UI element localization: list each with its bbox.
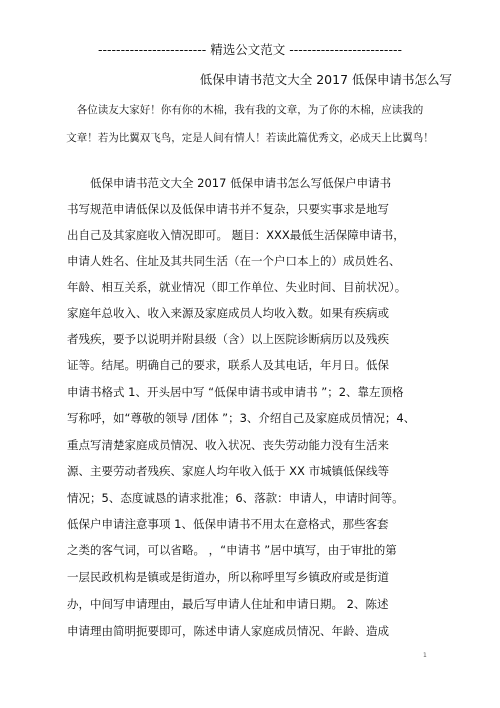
greeting-line: 各位读友大家好！你有你的木棉，我有我的文章，为了你的木棉，应读我的 [76,104,424,116]
body-line: 一层民政机构是镇或是街道办，所以称呼里写乡镇政府或是街道 [67,570,389,584]
body-line: 之类的客气词，可以省略。 ，“申请书 ”居中填写，由于审批的第 [67,543,397,557]
body-line: 者残疾，要予以说明并附县级（含）以上医院诊断病历以及残疾 [67,332,389,346]
document-title: 低保申请书范文大全 2017 低保申请书怎么写 [199,72,452,87]
body-line: 写称呼，如“尊敬的领导 /团体 ”；3、介绍自己及家庭成员情况；4、 [67,411,416,425]
body-line: 低保申请书范文大全 2017 低保申请书怎么写低保户申请书 [67,176,392,190]
body-line: 源、主要劳动者残疾、家庭人均年收入低于 XX 市城镇低保线等 [67,464,390,478]
greeting-line: 文章！若为比翼双飞鸟，定是人间有情人！若读此篇优秀文，必成天上比翼鸟！ [66,132,434,144]
body-line: 申请书格式 1、开头居中写 “低保申请书或申请书 ”；2、靠左顶格 [67,385,404,399]
body-line: 申请理由简明扼要即可，陈述申请人家庭成员情况、年龄、造成 [67,624,389,638]
body-line: 申请人姓名、住址及其共同生活（在一个户口本上的）成员姓名、 [67,254,401,268]
document-header-banner: ------------------------ 精选公文范文 ------------------------- [98,42,402,57]
body-line: 年龄、相互关系，就业情况（即工作单位、失业时间、目前状况）。 [67,280,407,294]
body-line: 证等。结尾。明确自己的要求，联系人及其电话，年月日。低保 [67,358,389,372]
body-line: 重点写清楚家庭成员情况、收入状况、丧失劳动能力没有生活来 [67,438,389,452]
body-line: 情况；5、态度诚恳的请求批准；6、落款：申请人，申请时间等。 [67,491,404,505]
body-line: 书写规范申请低保以及低保申请书并不复杂，只要实事求是地写 [67,202,389,216]
body-line: 办，中间写申请理由，最后写申请人住址和申请日期。 2、陈述 [67,597,389,611]
body-line: 低保户申请注意事项 1、低保申请书不用太在意格式，那些客套 [67,517,389,531]
body-line: 出自己及其家庭收入情况即可。 题目：XXX最低生活保障申请书， [67,228,405,242]
page-number: 1 [423,652,427,659]
body-line: 家庭年总收入、收入来源及家庭成员人均收入数。如果有疾病或 [67,306,389,320]
